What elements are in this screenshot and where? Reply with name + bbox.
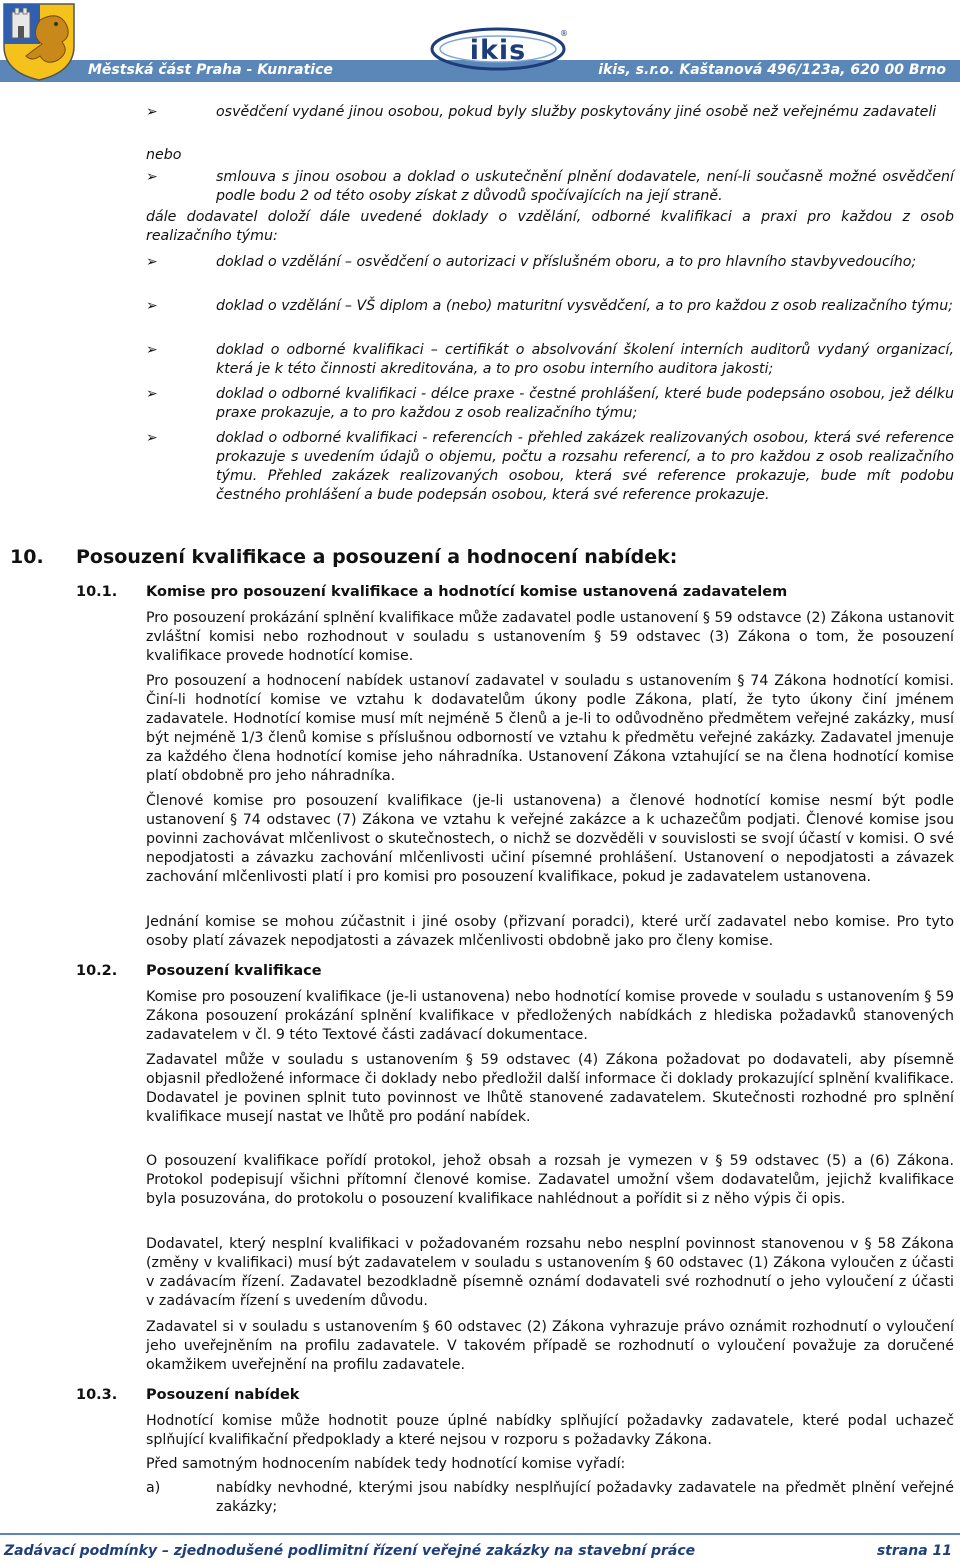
header-left-text: Městská část Praha - Kunratice [88, 62, 333, 78]
paragraph: Hodnotící komise může hodnotit pouze úplné nabídky splňující požadavky zadavatele, které podal uchazeč splňující kvalifikační předpoklady a které nejsou v rozporu s požadavky Zákona. [146, 1413, 954, 1448]
arrow-bullet-icon: ➢ [146, 298, 158, 314]
paragraph: dále dodavatel doloží dále uvedené doklady o vzdělání, odborné kvalifikaci a praxi pro každou z osob realizačního týmu: [146, 209, 954, 244]
section-number: 10. [10, 546, 44, 568]
bullet-text: smlouva s jinou osobou a doklad o uskutečnění plnění dodavatele, není-li současně možné osvědčení podle bodu 2 od této osoby získat z důvodů spočívajících na její straně. [216, 169, 954, 204]
nebo-text: nebo [146, 147, 182, 163]
paragraph: Členové komise pro posouzení kvalifikace (je-li ustanovena) a členové hodnotící komise nesmí být podle ustanovení § 74 odstavec (7) Zákona ve vztahu k veřejné zakázce a k uchazečům podjati. Členové komise jsou povinni zachovávat mlčenlivost o skutečnostech, o nichž se dozvěděli v souvislosti se svojí účastí v komisi. O své nepodjatosti a závazku zachování mlčenlivosti učiní písemné prohlášení. Ustanovení o nepodjatosti a závazek zachování mlčenlivosti platí i pro komisi pro posouzení kvalifikace, pokud je zadavatelem ustanovena. [146, 793, 954, 885]
arrow-bullet-icon: ➢ [146, 104, 158, 120]
paragraph: Pro posouzení prokázání splnění kvalifikace může zadavatel podle ustanovení § 59 odstavce (2) Zákona ustanovit zvláštní komisi nebo rozhodnout v souladu s ustanovením § 59 odstavec (3) Zákona o tom, že posouzení kvalifikace provede hodnotící komise. [146, 610, 954, 664]
page-number: strana 11 [876, 1543, 952, 1559]
arrow-bullet-icon: ➢ [146, 342, 158, 358]
subsection-title: Posouzení nabídek [146, 1387, 300, 1403]
footer-title: Zadávací podmínky – zjednodušené podlimitní řízení veřejné zakázky na stavební práce [4, 1543, 696, 1559]
ikis-logo-text: ikis [469, 35, 527, 66]
municipal-crest-icon [0, 0, 78, 82]
arrow-bullet-icon: ➢ [146, 254, 158, 270]
paragraph: O posouzení kvalifikace pořídí protokol, jehož obsah a rozsah je vymezen v § 59 odstavec (5) a (6) Zákona. Protokol podepisují všichni přítomní členové komise. Zadavatel umožní všem dodavatelům, jejichž kvalifikace byla posuzována, do protokolu o posouzení kvalifikace nahlédnout a pořídit si z něho výpis či opis. [146, 1153, 954, 1207]
svg-text:®: ® [560, 29, 568, 38]
subsection-number: 10.1. [76, 584, 118, 600]
paragraph: Jednání komise se mohou zúčastnit i jiné osoby (přizvaní poradci), které určí zadavatel nebo komise. Pro tyto osoby platí závazek nepodjatosti a závazek mlčenlivosti obdobně jako pro členy komise. [146, 914, 954, 949]
footer-divider [0, 1533, 960, 1535]
list-label: a) [146, 1480, 161, 1496]
list-item-text: nabídky nevhodné, kterými jsou nabídky nesplňující požadavky zadavatele na předmět plnění veřejné zakázky; [216, 1480, 954, 1515]
subsection-title: Komise pro posouzení kvalifikace a hodnotící komise ustanovená zadavatelem [146, 584, 788, 600]
arrow-bullet-icon: ➢ [146, 386, 158, 402]
bullet-text: osvědčení vydané jinou osobou, pokud byly služby poskytovány jiné osobě než veřejnému zadavateli [216, 104, 937, 120]
paragraph: Pro posouzení a hodnocení nabídek ustanoví zadavatel v souladu s ustanovením § 74 Zákona hodnotící komisi. Činí-li hodnotící komise ve vztahu k dodavatelům úkony podle Zákona, platí, že tyto úkony činí jménem zadavatele. Hodnotící komise musí mít nejméně 5 členů a je-li to odůvodněno předmětem veřejné zakázky, musí být nejméně 1/3 členů komise s příslušnou odborností ve vztahu k předmětu veřejné zakázky. Zadavatel jmenuje za každého člena hodnotící komise jeho náhradníka. Ustanovení Zákona vztahující se na člena hodnotící komise platí obdobně pro jeho náhradníka. [146, 673, 954, 784]
bullet-text: doklad o odborné kvalifikaci - referencích - přehled zakázek realizovaných osobou, která své reference prokazuje s uvedením údajů o objemu, počtu a rozsahu referencí, a to pro každou z osob realizačního týmu. Přehled zakázek realizovaných osobou, která své reference prokazuje, bude mít podobu čestného prohlášení a bude podepsán osobou, která své reference prokazuje. [216, 430, 954, 503]
paragraph: Zadavatel může v souladu s ustanovením § 59 odstavec (4) Zákona požadovat po dodavateli, aby písemně objasnil předložené informace či doklady nebo předložil další informace či doklady prokazující splnění kvalifikace. Dodavatel je povinen splnit tuto povinnost ve lhůtě stanovené zadavatelem. Skutečnosti rozhodné pro splnění kvalifikace musejí nastat ve lhůtě pro podání nabídek. [146, 1052, 954, 1125]
paragraph: Dodavatel, který nesplní kvalifikaci v požadovaném rozsahu nebo nesplní povinnost stanovenou v § 58 Zákona (změny v kvalifikaci) musí být zadavatelem v souladu s ustanovením § 60 odstavec (1) Zákona vyloučen z účasti v zadávacím řízení. Zadavatel bezodkladně písemně oznámí dodavateli své rozhodnutí o jeho vyloučení z účasti v zadávacím řízení s uvedením důvodu. [146, 1236, 954, 1309]
paragraph: Před samotným hodnocením nabídek tedy hodnotící komise vyřadí: [146, 1456, 626, 1472]
header-right-text: ikis, s.r.o. Kaštanová 496/123a, 620 00 Brno [598, 62, 946, 78]
arrow-bullet-icon: ➢ [146, 169, 158, 185]
page-header [0, 0, 960, 84]
subsection-number: 10.3. [76, 1387, 118, 1403]
paragraph: Komise pro posouzení kvalifikace (je-li ustanovena) nebo hodnotící komise provede v souladu s ustanovením § 59 Zákona posouzení prokázání splnění kvalifikace v předložených nabídkách z hlediska požadavků stanovených zadavatelem v čl. 9 této Textové části zadávací dokumentace. [146, 989, 954, 1043]
ikis-logo-icon [428, 26, 568, 72]
subsection-number: 10.2. [76, 963, 118, 979]
arrow-bullet-icon: ➢ [146, 430, 158, 446]
bullet-text: doklad o vzdělání – VŠ diplom a (nebo) maturitní vysvědčení, a to pro každou z osob realizačního týmu; [216, 298, 953, 314]
bullet-text: doklad o odborné kvalifikaci - délce praxe - čestné prohlášení, které bude podepsáno osobou, jež délku praxe prokazuje, a to pro každou z osob realizačního týmu; [216, 386, 954, 421]
bullet-text: doklad o odborné kvalifikaci – certifikát o absolvování školení interních auditorů vydaný organizací, která je k této činnosti akreditována, a to pro osobu interního auditora jakosti; [216, 342, 954, 377]
section-title: Posouzení kvalifikace a posouzení a hodnocení nabídek: [76, 546, 678, 568]
bullet-text: doklad o vzdělání – osvědčení o autorizaci v příslušném oboru, a to pro hlavního stavbyvedoucího; [216, 254, 917, 270]
paragraph: Zadavatel si v souladu s ustanovením § 60 odstavec (2) Zákona vyhrazuje právo oznámit rozhodnutí o vyloučení jeho uveřejněním na profilu zadavatele. V takovém případě se rozhodnutí o vyloučení považuje za doručené okamžikem uveřejnění na profilu zadavatele. [146, 1319, 954, 1373]
subsection-title: Posouzení kvalifikace [146, 963, 322, 979]
